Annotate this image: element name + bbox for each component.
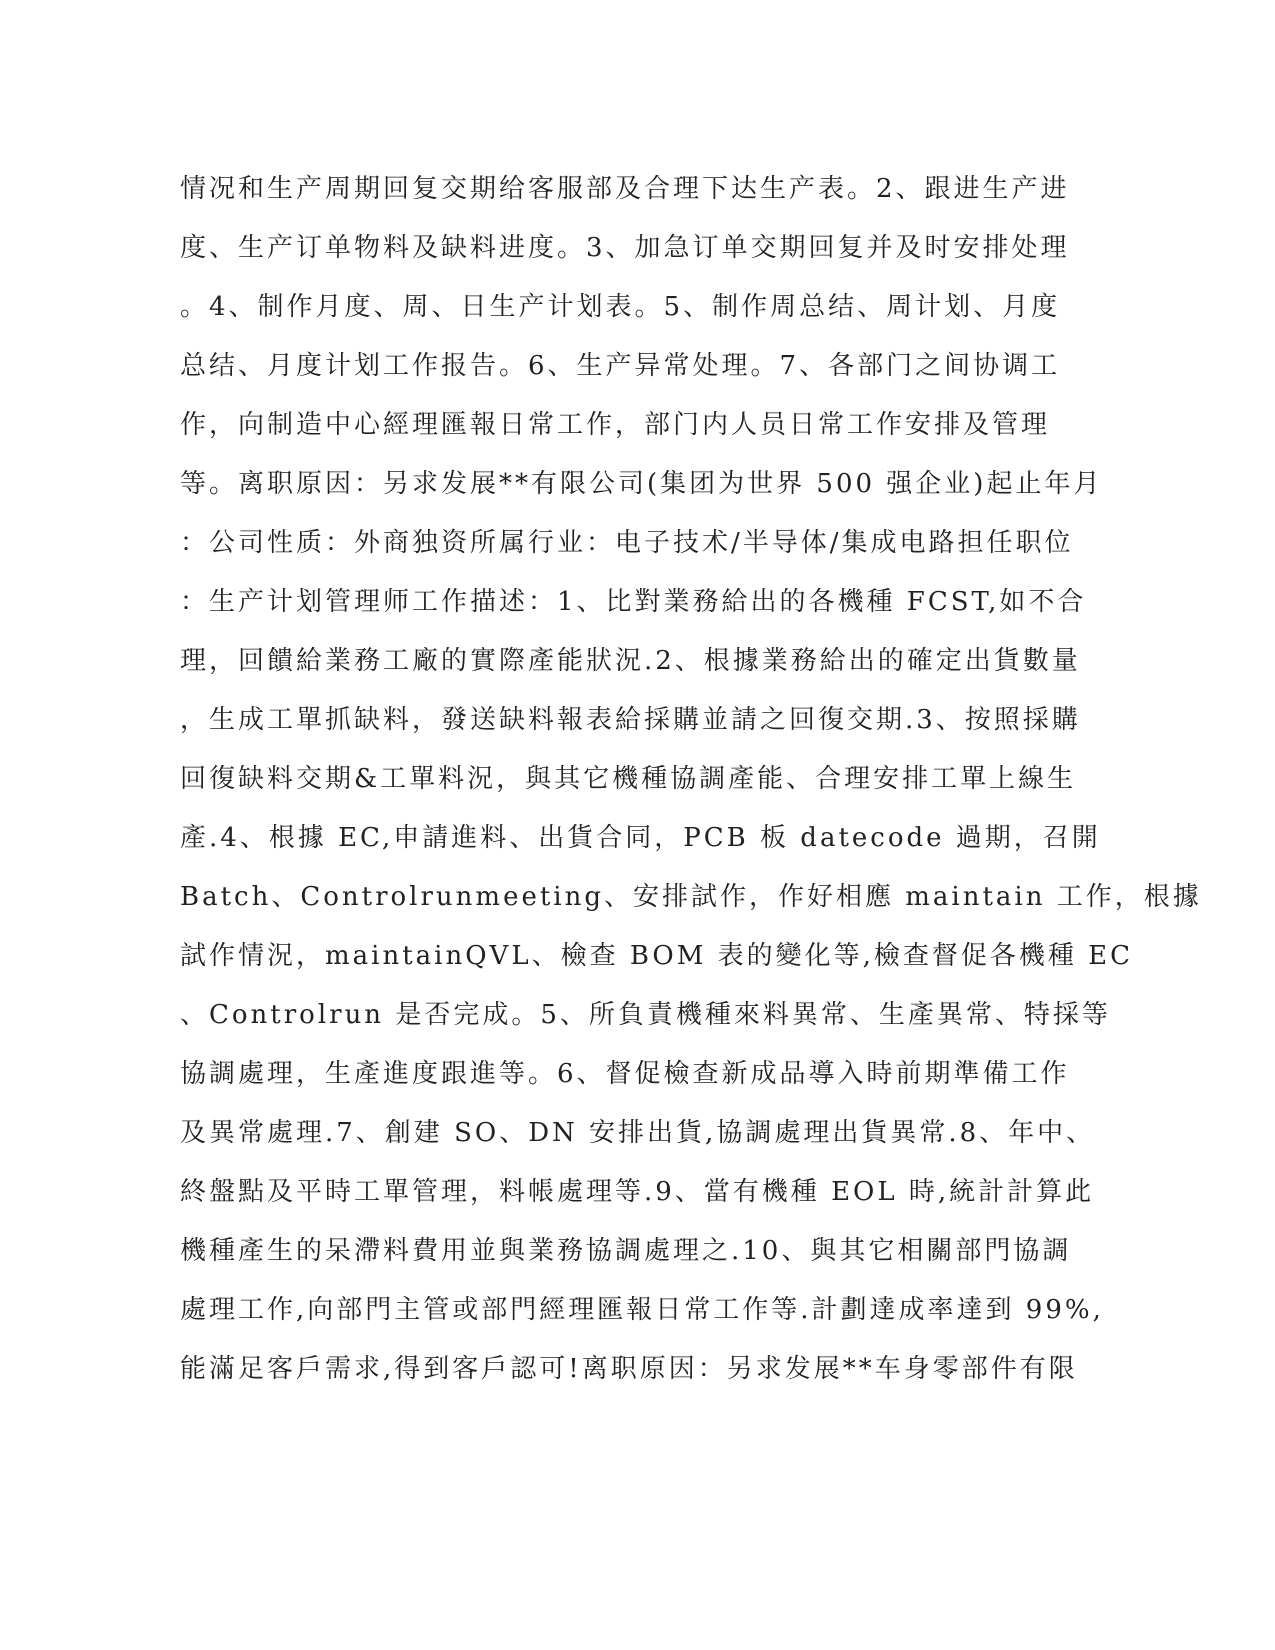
text-line: 能滿足客戶需求,得到客戶認可!离职原因：另求发展**车身零部件有限 <box>180 1354 1078 1384</box>
text-line: 協調處理，生產進度跟進等。6、督促檢查新成品導入時前期準備工作 <box>180 1059 1070 1089</box>
text-line: 產.4、根據 EC,申請進料、出貨合同，PCB 板 datecode 過期，召開 <box>180 823 1101 853</box>
text-line: 情况和生产周期回复交期给客服部及合理下达生产表。2、跟进生产进 <box>180 174 1070 204</box>
text-line: ，生成工單抓缺料，發送缺料報表給採購並請之回復交期.3、按照採購 <box>180 705 1081 735</box>
text-line: 及異常處理.7、創建 SO、DN 安排出貨,協調處理出貨異常.8、年中、 <box>180 1118 1096 1148</box>
text-line: 回復缺料交期&工單料況，與其它機種協調產能、合理安排工單上線生 <box>180 764 1077 794</box>
text-line: Batch、Controlrunmeeting、安排試作，作好相應 maintain 工作，根據 <box>180 882 1202 912</box>
text-line: 理，回饋給業務工廠的實際產能狀況.2、根據業務給出的確定出貨數量 <box>180 646 1081 676</box>
text-line: 等。离职原因：另求发展**有限公司(集团为世界 500 强企业)起止年月 <box>180 469 1103 499</box>
text-line: 處理工作,向部門主管或部門經理匯報日常工作等.計劃達成率達到 99%, <box>180 1295 1104 1325</box>
text-line: ：公司性质：外商独资所属行业：电子技术/半导体/集成电路担任职位 <box>180 528 1074 558</box>
text-line: 。4、制作月度、周、日生产计划表。5、制作周总结、周计划、月度 <box>180 292 1061 322</box>
text-line: 、Controlrun 是否完成。5、所負責機種來料異常、生產異常、特採等 <box>180 1000 1111 1030</box>
text-line: 总结、月度计划工作报告。6、生产异常处理。7、各部门之间协调工 <box>180 351 1061 381</box>
text-line: 終盤點及平時工單管理，料帳處理等.9、當有機種 EOL 時,統計計算此 <box>180 1177 1095 1207</box>
text-line: 度、生产订单物料及缺料进度。3、加急订单交期回复并及时安排处理 <box>180 233 1070 263</box>
text-line: 作，向制造中心經理匯報日常工作，部门内人员日常工作安排及管理 <box>180 410 1051 440</box>
text-line: 試作情況，maintainQVL、檢查 BOM 表的變化等,檢查督促各機種 EC <box>180 941 1134 971</box>
text-line: 機種產生的呆滯料費用並與業務協調處理之.10、與其它相關部門協調 <box>180 1236 1072 1266</box>
text-line: ：生产计划管理师工作描述：1、比對業務給出的各機種 FCST,如不合 <box>180 587 1087 617</box>
body-text <box>180 160 1202 1399</box>
